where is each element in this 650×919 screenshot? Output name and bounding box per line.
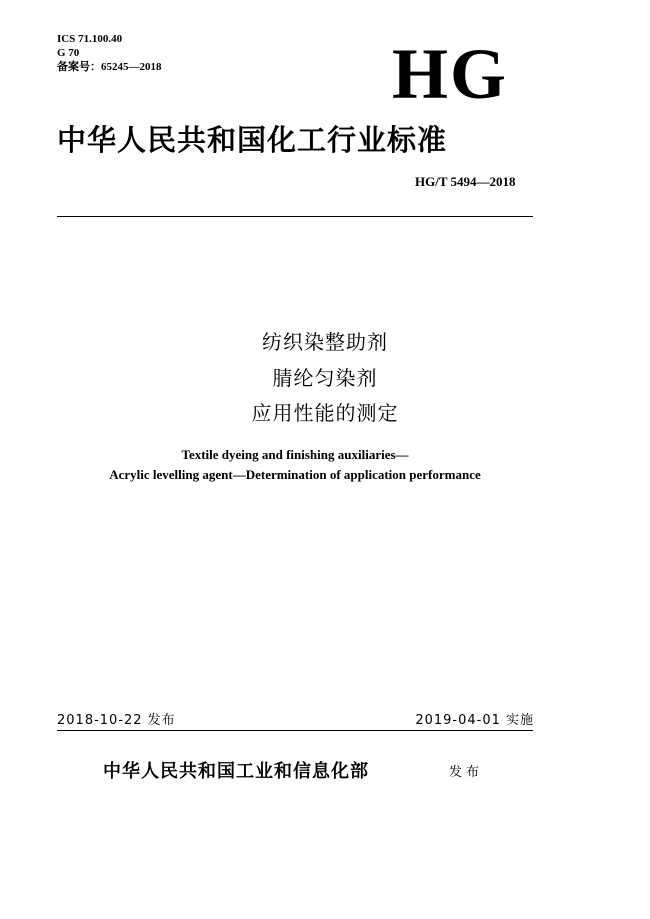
en-title-line-1: Textile dyeing and finishing auxiliaries— xyxy=(181,447,409,462)
issuing-authority: 中华人民共和国工业和信息化部 xyxy=(103,761,369,782)
en-title-line-2: Acrylic levelling agent—Determination of application performance xyxy=(109,467,481,482)
issue-date: 2018-10-22 发布 xyxy=(57,713,176,728)
filing-number: 备案号：65245—2018 xyxy=(57,61,162,73)
standard-number: HG/T 5494—2018 xyxy=(415,174,516,189)
standard-logo: HG xyxy=(392,34,509,114)
cn-title-line-3: 应用性能的测定 xyxy=(251,401,399,425)
effective-date: 2019-04-01 实施 xyxy=(415,713,534,728)
issue-label: 发布 xyxy=(449,765,484,780)
footer-divider xyxy=(57,730,533,731)
header-divider xyxy=(57,216,533,217)
ics-code: ICS 71.100.40 xyxy=(57,33,123,45)
cn-title-line-1: 纺织染整助剂 xyxy=(262,330,388,354)
standard-category: 中华人民共和国化工行业标准 xyxy=(57,123,448,157)
cn-title-line-2: 腈纶匀染剂 xyxy=(272,366,378,390)
ccs-code: G 70 xyxy=(57,47,80,59)
